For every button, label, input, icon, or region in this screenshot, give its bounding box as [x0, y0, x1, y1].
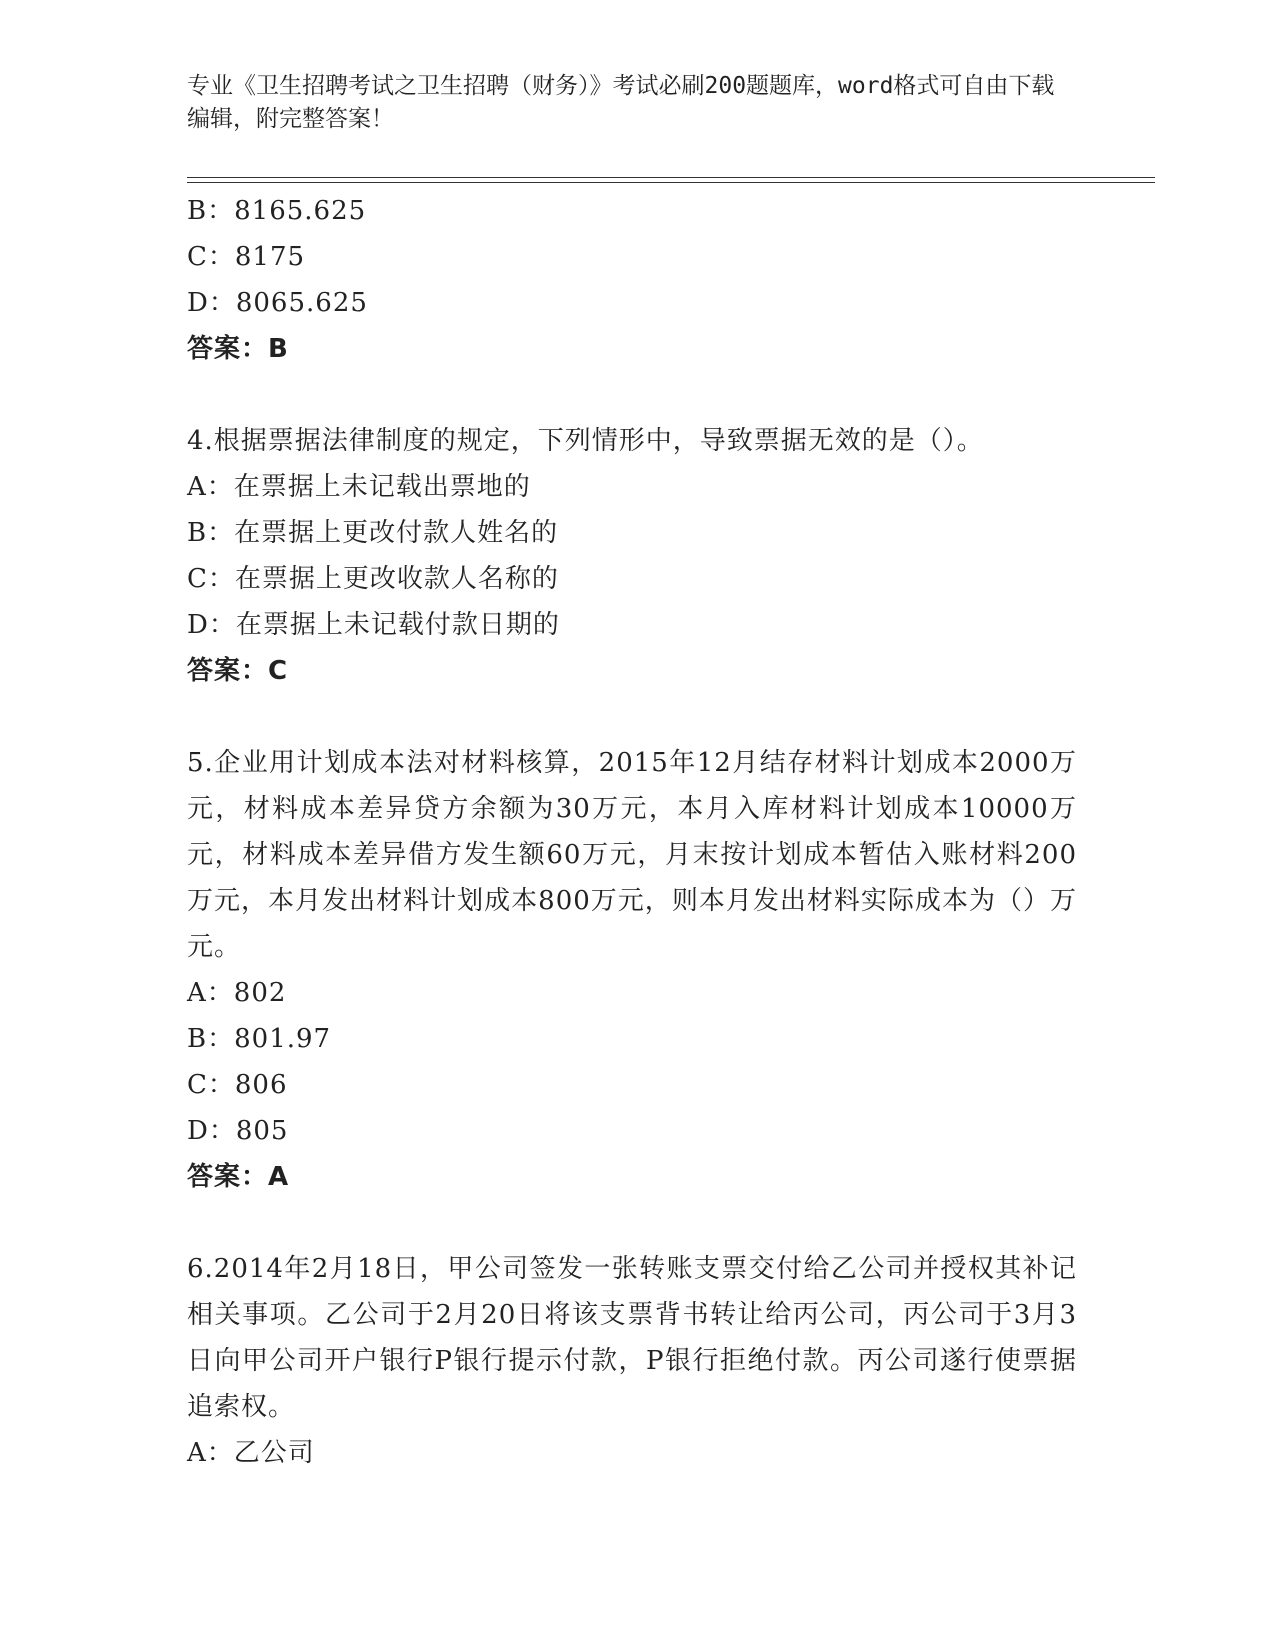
- option-b: B：在票据上更改付款人姓名的: [187, 518, 559, 548]
- question-stem: 4.根据票据法律制度的规定，下列情形中，导致票据无效的是（）。: [187, 426, 984, 456]
- question-6: [187, 1246, 1077, 1476]
- question-5: [187, 740, 1077, 1200]
- header-divider-bottom: [187, 182, 1155, 183]
- option-a: A：乙公司: [187, 1438, 315, 1468]
- document-header: 专业《卫生招聘考试之卫生招聘（财务）》考试必刷200题题库，word格式可自由下载编辑，附完整答案！: [187, 73, 1055, 132]
- document-body: [187, 188, 1077, 1476]
- option-c: C：在票据上更改收款人名称的: [187, 564, 559, 594]
- option-d: D：805: [187, 1116, 289, 1146]
- option-c: C：8175: [187, 242, 306, 272]
- answer-line: 答案：C: [187, 656, 289, 686]
- option-d: D：8065.625: [187, 288, 368, 318]
- option-b: B：801.97: [187, 1024, 332, 1054]
- question-stem: 5.企业用计划成本法对材料核算，2015年12月结存材料计划成本2000万元，材料成本差异贷方余额为30万元，本月入库材料计划成本10000万元，材料成本差异借方发生额60万元，月末按计划成本暂估入账材料200万元，本月发出材料计划成本800万元，则本月发出材料实际成本为（）万元。: [187, 748, 1077, 962]
- question-4: [187, 418, 1077, 694]
- spacer: [187, 372, 1077, 418]
- header-divider-top: [187, 177, 1155, 178]
- option-c: C：806: [187, 1070, 288, 1100]
- question-3-continued: [187, 188, 1077, 372]
- option-a: A：802: [187, 978, 287, 1008]
- option-b: B：8165.625: [187, 196, 367, 226]
- option-a: A：在票据上未记载出票地的: [187, 472, 531, 502]
- answer-line: 答案：B: [187, 334, 289, 364]
- question-stem: 6.2014年2月18日，甲公司签发一张转账支票交付给乙公司并授权其补记相关事项。乙公司于2月20日将该支票背书转让给丙公司，丙公司于3月3日向甲公司开户银行P银行提示付款，P银行拒绝付款。丙公司遂行使票据追索权。: [187, 1254, 1077, 1422]
- spacer: [187, 1200, 1077, 1246]
- spacer: [187, 694, 1077, 740]
- option-d: D：在票据上未记载付款日期的: [187, 610, 560, 640]
- answer-line: 答案：A: [187, 1162, 290, 1192]
